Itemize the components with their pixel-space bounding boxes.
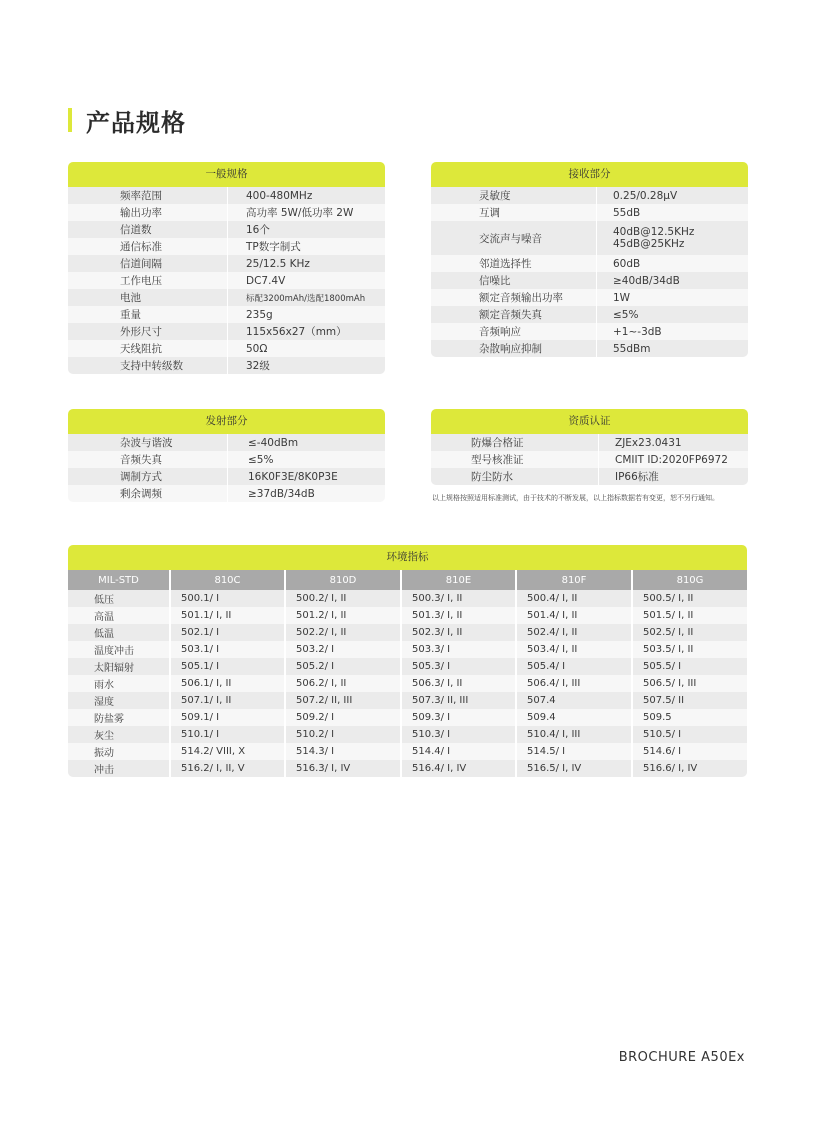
spec-row [68, 451, 385, 468]
env-row [68, 624, 747, 641]
spec-value-line: TP数字制式 [246, 241, 301, 253]
spec-row [68, 323, 385, 340]
spec-row [68, 485, 385, 502]
spec-label: 互调 [431, 204, 597, 221]
spec-label: 天线阻抗 [68, 340, 228, 357]
spec-label: 工作电压 [68, 272, 228, 289]
env-cell: 509.4 [517, 709, 633, 726]
spec-value-line: 235g [246, 308, 273, 321]
env-row-label: 振动 [68, 743, 171, 760]
env-cell: 501.4/ I, II [517, 607, 633, 624]
transmit-spec-header: 发射部分 [68, 409, 385, 434]
environment-table [68, 545, 747, 777]
spec-value [597, 289, 748, 306]
env-row-label: 低温 [68, 624, 171, 641]
receive-spec-table [431, 162, 748, 357]
spec-value-line: 45dB@25KHz [613, 238, 685, 250]
spec-row [68, 340, 385, 357]
transmit-spec-body [68, 434, 385, 502]
spec-value-line: 1W [613, 291, 631, 304]
spec-label: 支持中转级数 [68, 357, 228, 374]
spec-row [68, 187, 385, 204]
general-spec-header: 一般规格 [68, 162, 385, 187]
env-row-label: 高温 [68, 607, 171, 624]
env-cell: 516.2/ I, II, V [171, 760, 286, 777]
spec-row [68, 434, 385, 451]
env-cell: 510.5/ I [643, 729, 682, 740]
env-row-label: 太阳辐射 [68, 658, 171, 675]
spec-row [431, 204, 748, 221]
env-row [68, 709, 747, 726]
spec-value-line: CMIIT ID:2020FP6972 [615, 453, 728, 466]
spec-value [228, 468, 385, 485]
env-cell: 500.3/ I, II [402, 590, 517, 607]
spec-label: 电池 [68, 289, 228, 306]
spec-value-line: ≥40dB/34dB [613, 274, 680, 287]
spec-value [228, 485, 385, 502]
env-column-header: 810G [676, 574, 704, 586]
spec-value [228, 289, 385, 306]
certification-table [431, 409, 748, 485]
spec-value [597, 323, 748, 340]
spec-value-line: 40dB@12.5KHz [613, 226, 695, 238]
env-cell: 509.3/ I [402, 709, 517, 726]
env-cell: 500.2/ I, II [286, 590, 402, 607]
env-cell: 506.1/ I, II [171, 675, 286, 692]
env-cell: 506.4/ I, III [517, 675, 633, 692]
spec-value [228, 204, 385, 221]
spec-value-line: ≥37dB/34dB [248, 487, 315, 500]
spec-value [228, 187, 385, 204]
spec-label: 防尘防水 [431, 468, 599, 485]
spec-value-line: 标配3200mAh/选配1800mAh [246, 293, 366, 304]
spec-value-line: ZJEx23.0431 [615, 436, 682, 449]
env-column-header: 810D [286, 570, 402, 590]
spec-label: 信道数 [68, 221, 228, 238]
spec-value-line: 400-480MHz [246, 189, 313, 202]
env-row-label: 冲击 [68, 760, 171, 777]
spec-value [228, 306, 385, 323]
env-cell: 509.1/ I [171, 709, 286, 726]
env-cell: 510.1/ I [171, 726, 286, 743]
spec-label: 邻道选择性 [431, 255, 597, 272]
env-cell: 505.1/ I [171, 658, 286, 675]
spec-label: 音频失真 [68, 451, 228, 468]
spec-label: 型号核准证 [431, 451, 599, 468]
env-row [68, 743, 747, 760]
env-cell: 501.5/ I, II [643, 610, 694, 621]
env-cell: 505.3/ I [402, 658, 517, 675]
spec-value-line: 55dBm [613, 342, 651, 355]
env-cell: 506.5/ I, III [643, 678, 697, 689]
env-cell: 506.3/ I, II [402, 675, 517, 692]
spec-label: 外形尺寸 [68, 323, 228, 340]
spec-value [597, 204, 748, 221]
spec-row [68, 238, 385, 255]
spec-row [431, 255, 748, 272]
env-cell: 507.5/ II [643, 695, 685, 706]
env-cell: 503.1/ I [171, 641, 286, 658]
certification-body [431, 434, 748, 485]
env-row [68, 692, 747, 709]
env-cell: 516.6/ I, IV [643, 763, 698, 774]
spec-row [431, 272, 748, 289]
env-cell: 503.4/ I, II [517, 641, 633, 658]
spec-value [597, 340, 748, 357]
env-row [68, 675, 747, 692]
env-row-label: 湿度 [68, 692, 171, 709]
env-cell: 516.3/ I, IV [286, 760, 402, 777]
env-row [68, 760, 747, 777]
spec-value-line: ≤5% [613, 308, 639, 321]
env-column-header: 810F [517, 570, 633, 590]
spec-label: 输出功率 [68, 204, 228, 221]
certification-header: 资质认证 [431, 409, 748, 434]
env-cell: 514.6/ I [643, 746, 682, 757]
env-cell: 500.1/ I [171, 590, 286, 607]
spec-row [431, 323, 748, 340]
spec-value [597, 221, 748, 255]
spec-value [228, 434, 385, 451]
spec-row [431, 468, 748, 485]
env-cell: 510.4/ I, III [517, 726, 633, 743]
env-cell: 507.3/ II, III [402, 692, 517, 709]
transmit-spec-table [68, 409, 385, 502]
spec-row [68, 289, 385, 306]
spec-label: 额定音频输出功率 [431, 289, 597, 306]
env-cell: 510.3/ I [402, 726, 517, 743]
spec-value [228, 451, 385, 468]
spec-value-line: IP66标准 [615, 471, 659, 483]
env-row [68, 641, 747, 658]
env-cell: 514.2/ VIII, X [171, 743, 286, 760]
env-cell: 502.1/ I [171, 624, 286, 641]
environment-header: 环境指标 [68, 545, 747, 570]
env-row-label: 低压 [68, 590, 171, 607]
spec-row [68, 272, 385, 289]
spec-value [228, 255, 385, 272]
spec-value-line: ≤5% [248, 453, 274, 466]
title-accent-bar [68, 108, 72, 132]
spec-value-line: 115x56x27（mm） [246, 326, 347, 338]
spec-label: 信道间隔 [68, 255, 228, 272]
env-cell: 500.5/ I, II [643, 593, 694, 604]
env-cell: 501.1/ I, II [171, 607, 286, 624]
env-cell: 516.4/ I, IV [402, 760, 517, 777]
spec-value-line: 16K0F3E/8K0P3E [248, 470, 338, 483]
spec-value [599, 434, 748, 451]
spec-value-line: 55dB [613, 206, 641, 219]
spec-value [597, 255, 748, 272]
spec-row [431, 451, 748, 468]
general-spec-table [68, 162, 385, 374]
env-cell: 505.5/ I [643, 661, 682, 672]
spec-value-line: 32级 [246, 360, 270, 372]
spec-row [431, 221, 748, 255]
spec-label: 防爆合格证 [431, 434, 599, 451]
env-cell: 501.3/ I, II [402, 607, 517, 624]
env-row [68, 726, 747, 743]
env-cell: 501.2/ I, II [286, 607, 402, 624]
env-cell: 514.3/ I [286, 743, 402, 760]
env-row-label: 雨水 [68, 675, 171, 692]
environment-column-headers [68, 570, 747, 590]
spec-value [597, 306, 748, 323]
spec-value-line: 60dB [613, 257, 641, 270]
env-cell: 502.3/ I, II [402, 624, 517, 641]
env-row-label: 防盐雾 [68, 709, 171, 726]
spec-label: 音频响应 [431, 323, 597, 340]
spec-label: 杂波与谐波 [68, 434, 228, 451]
environment-body [68, 590, 747, 777]
general-spec-body [68, 187, 385, 374]
env-cell: 500.4/ I, II [517, 590, 633, 607]
env-row [68, 607, 747, 624]
spec-label: 调制方式 [68, 468, 228, 485]
env-cell: 502.4/ I, II [517, 624, 633, 641]
page-title-text: 产品规格 [86, 108, 186, 137]
spec-value [599, 451, 748, 468]
env-cell: 502.2/ I, II [286, 624, 402, 641]
env-cell: 514.4/ I [402, 743, 517, 760]
env-cell: 509.2/ I [286, 709, 402, 726]
env-cell: 510.2/ I [286, 726, 402, 743]
spec-label: 频率范围 [68, 187, 228, 204]
env-cell: 507.1/ I, II [171, 692, 286, 709]
env-cell: 502.5/ I, II [643, 627, 694, 638]
env-row [68, 590, 747, 607]
env-cell: 503.2/ I [286, 641, 402, 658]
env-cell: 514.5/ I [517, 743, 633, 760]
spec-value-line: 16个 [246, 224, 270, 236]
spec-label: 剩余调频 [68, 485, 228, 502]
spec-row [68, 357, 385, 374]
receive-spec-header: 接收部分 [431, 162, 748, 187]
spec-row [431, 289, 748, 306]
env-column-header: MIL-STD [68, 570, 171, 590]
spec-value [228, 272, 385, 289]
env-column-header: 810E [402, 570, 517, 590]
spec-value [597, 187, 748, 204]
spec-value-line: ≤-40dBm [248, 436, 299, 449]
spec-row [431, 340, 748, 357]
spec-value [228, 221, 385, 238]
env-cell: 503.5/ I, II [643, 644, 694, 655]
env-row-label: 温度冲击 [68, 641, 171, 658]
spec-value-line: 25/12.5 KHz [246, 257, 310, 270]
spec-row [68, 204, 385, 221]
env-cell: 506.2/ I, II [286, 675, 402, 692]
spec-row [431, 306, 748, 323]
env-cell: 505.4/ I [517, 658, 633, 675]
env-column-header: 810C [171, 570, 286, 590]
spec-value [599, 468, 748, 485]
env-row [68, 658, 747, 675]
env-row-label: 灰尘 [68, 726, 171, 743]
spec-label: 交流声与噪音 [431, 221, 597, 255]
spec-value [228, 323, 385, 340]
env-cell: 505.2/ I [286, 658, 402, 675]
spec-row [68, 255, 385, 272]
spec-value-line: +1~-3dB [613, 325, 662, 338]
env-cell: 507.4 [517, 692, 633, 709]
env-cell: 516.5/ I, IV [517, 760, 633, 777]
page-title [68, 104, 186, 136]
spec-value [228, 238, 385, 255]
spec-footnote: 以上规格按照适用标准测试，由于技术的不断发展，以上指标数据若有变更，恕不另行通知。 [432, 494, 719, 502]
brochure-label: BROCHURE A50Ex [618, 1050, 745, 1065]
spec-value [228, 340, 385, 357]
spec-label: 信噪比 [431, 272, 597, 289]
spec-row [68, 468, 385, 485]
spec-value-line: 高功率 5W/低功率 2W [246, 207, 354, 219]
spec-label: 杂散响应抑制 [431, 340, 597, 357]
spec-value-line: DC7.4V [246, 274, 286, 287]
spec-row [68, 221, 385, 238]
spec-label: 重量 [68, 306, 228, 323]
spec-row [68, 306, 385, 323]
env-cell: 509.5 [643, 712, 672, 723]
spec-label: 额定音频失真 [431, 306, 597, 323]
env-cell: 503.3/ I [402, 641, 517, 658]
spec-value-line: 50Ω [246, 342, 268, 355]
env-cell: 507.2/ II, III [286, 692, 402, 709]
spec-value [597, 272, 748, 289]
spec-value-line: 0.25/0.28μV [613, 189, 678, 202]
spec-row [431, 434, 748, 451]
spec-value [228, 357, 385, 374]
spec-label: 通信标准 [68, 238, 228, 255]
receive-spec-body [431, 187, 748, 357]
spec-row [431, 187, 748, 204]
spec-label: 灵敏度 [431, 187, 597, 204]
